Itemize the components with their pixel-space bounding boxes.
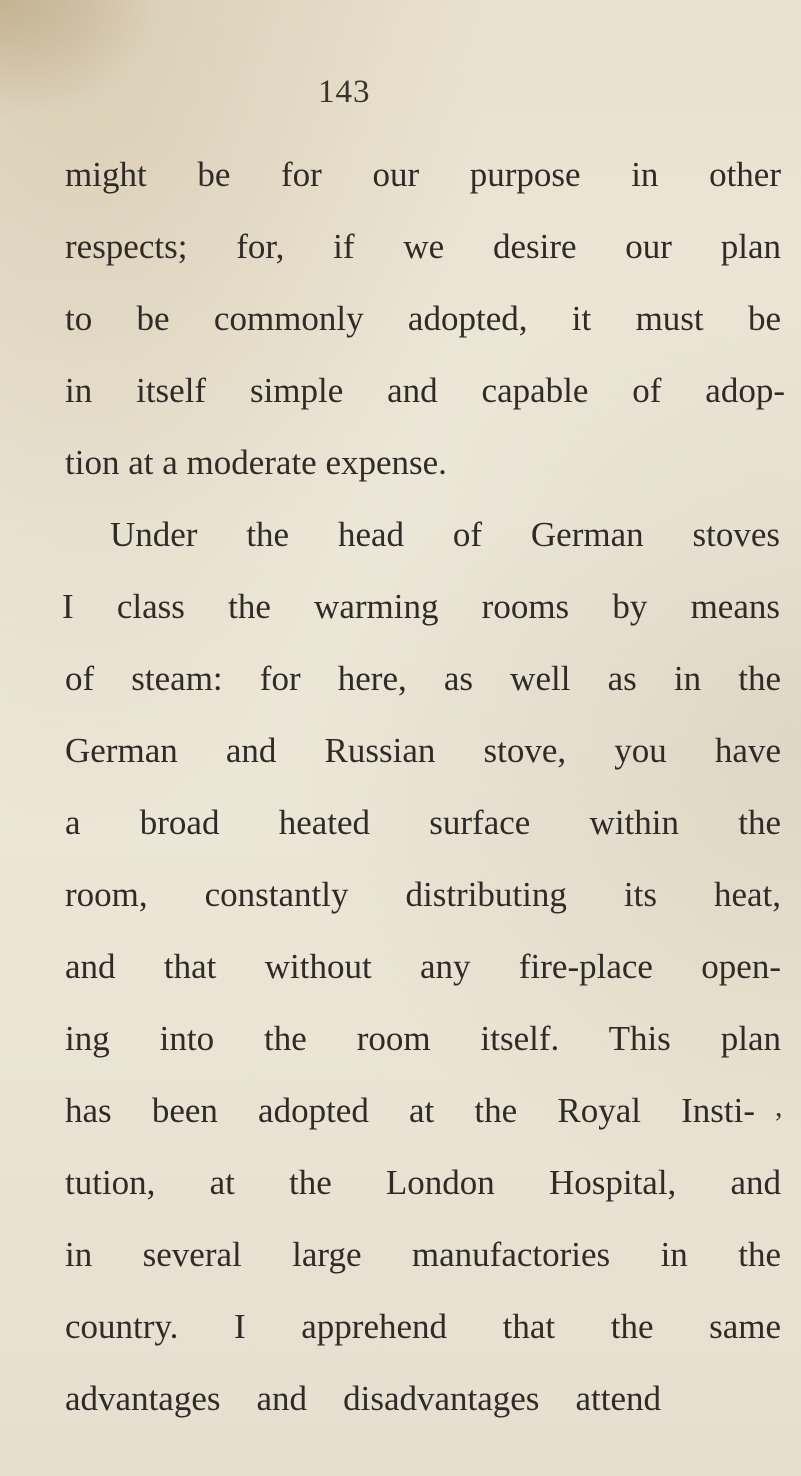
text-line: advantages and disadvantages attend bbox=[65, 1379, 661, 1418]
text-line: of steam: for here, as well as in the bbox=[65, 659, 781, 698]
text-line: room, constantly distributing its heat, bbox=[65, 875, 781, 914]
text-line: respects; for, if we desire our plan bbox=[65, 227, 781, 266]
text-line: might be for our purpose in other bbox=[65, 155, 781, 194]
text-line: to be commonly adopted, it must be bbox=[65, 299, 781, 338]
text-line: a broad heated surface within the bbox=[65, 803, 781, 842]
text-line: Under the head of German stoves bbox=[110, 515, 780, 554]
text-line: in itself simple and capable of adop- bbox=[65, 371, 785, 410]
text-line: has been adopted at the Royal Insti- bbox=[65, 1091, 755, 1130]
stray-print-mark: , bbox=[775, 1090, 783, 1123]
text-line: and that without any fire-place open- bbox=[65, 947, 781, 986]
text-line: tion at a moderate expense. bbox=[65, 443, 447, 482]
text-line: I class the warming rooms by means bbox=[62, 587, 780, 626]
text-line: country. I apprehend that the same bbox=[65, 1307, 781, 1346]
text-line: German and Russian stove, you have bbox=[65, 731, 781, 770]
text-line: ing into the room itself. This plan bbox=[65, 1019, 781, 1058]
page-number: 143 bbox=[318, 74, 371, 110]
text-line: in several large manufactories in the bbox=[65, 1235, 781, 1274]
text-line: tution, at the London Hospital, and bbox=[65, 1163, 781, 1202]
